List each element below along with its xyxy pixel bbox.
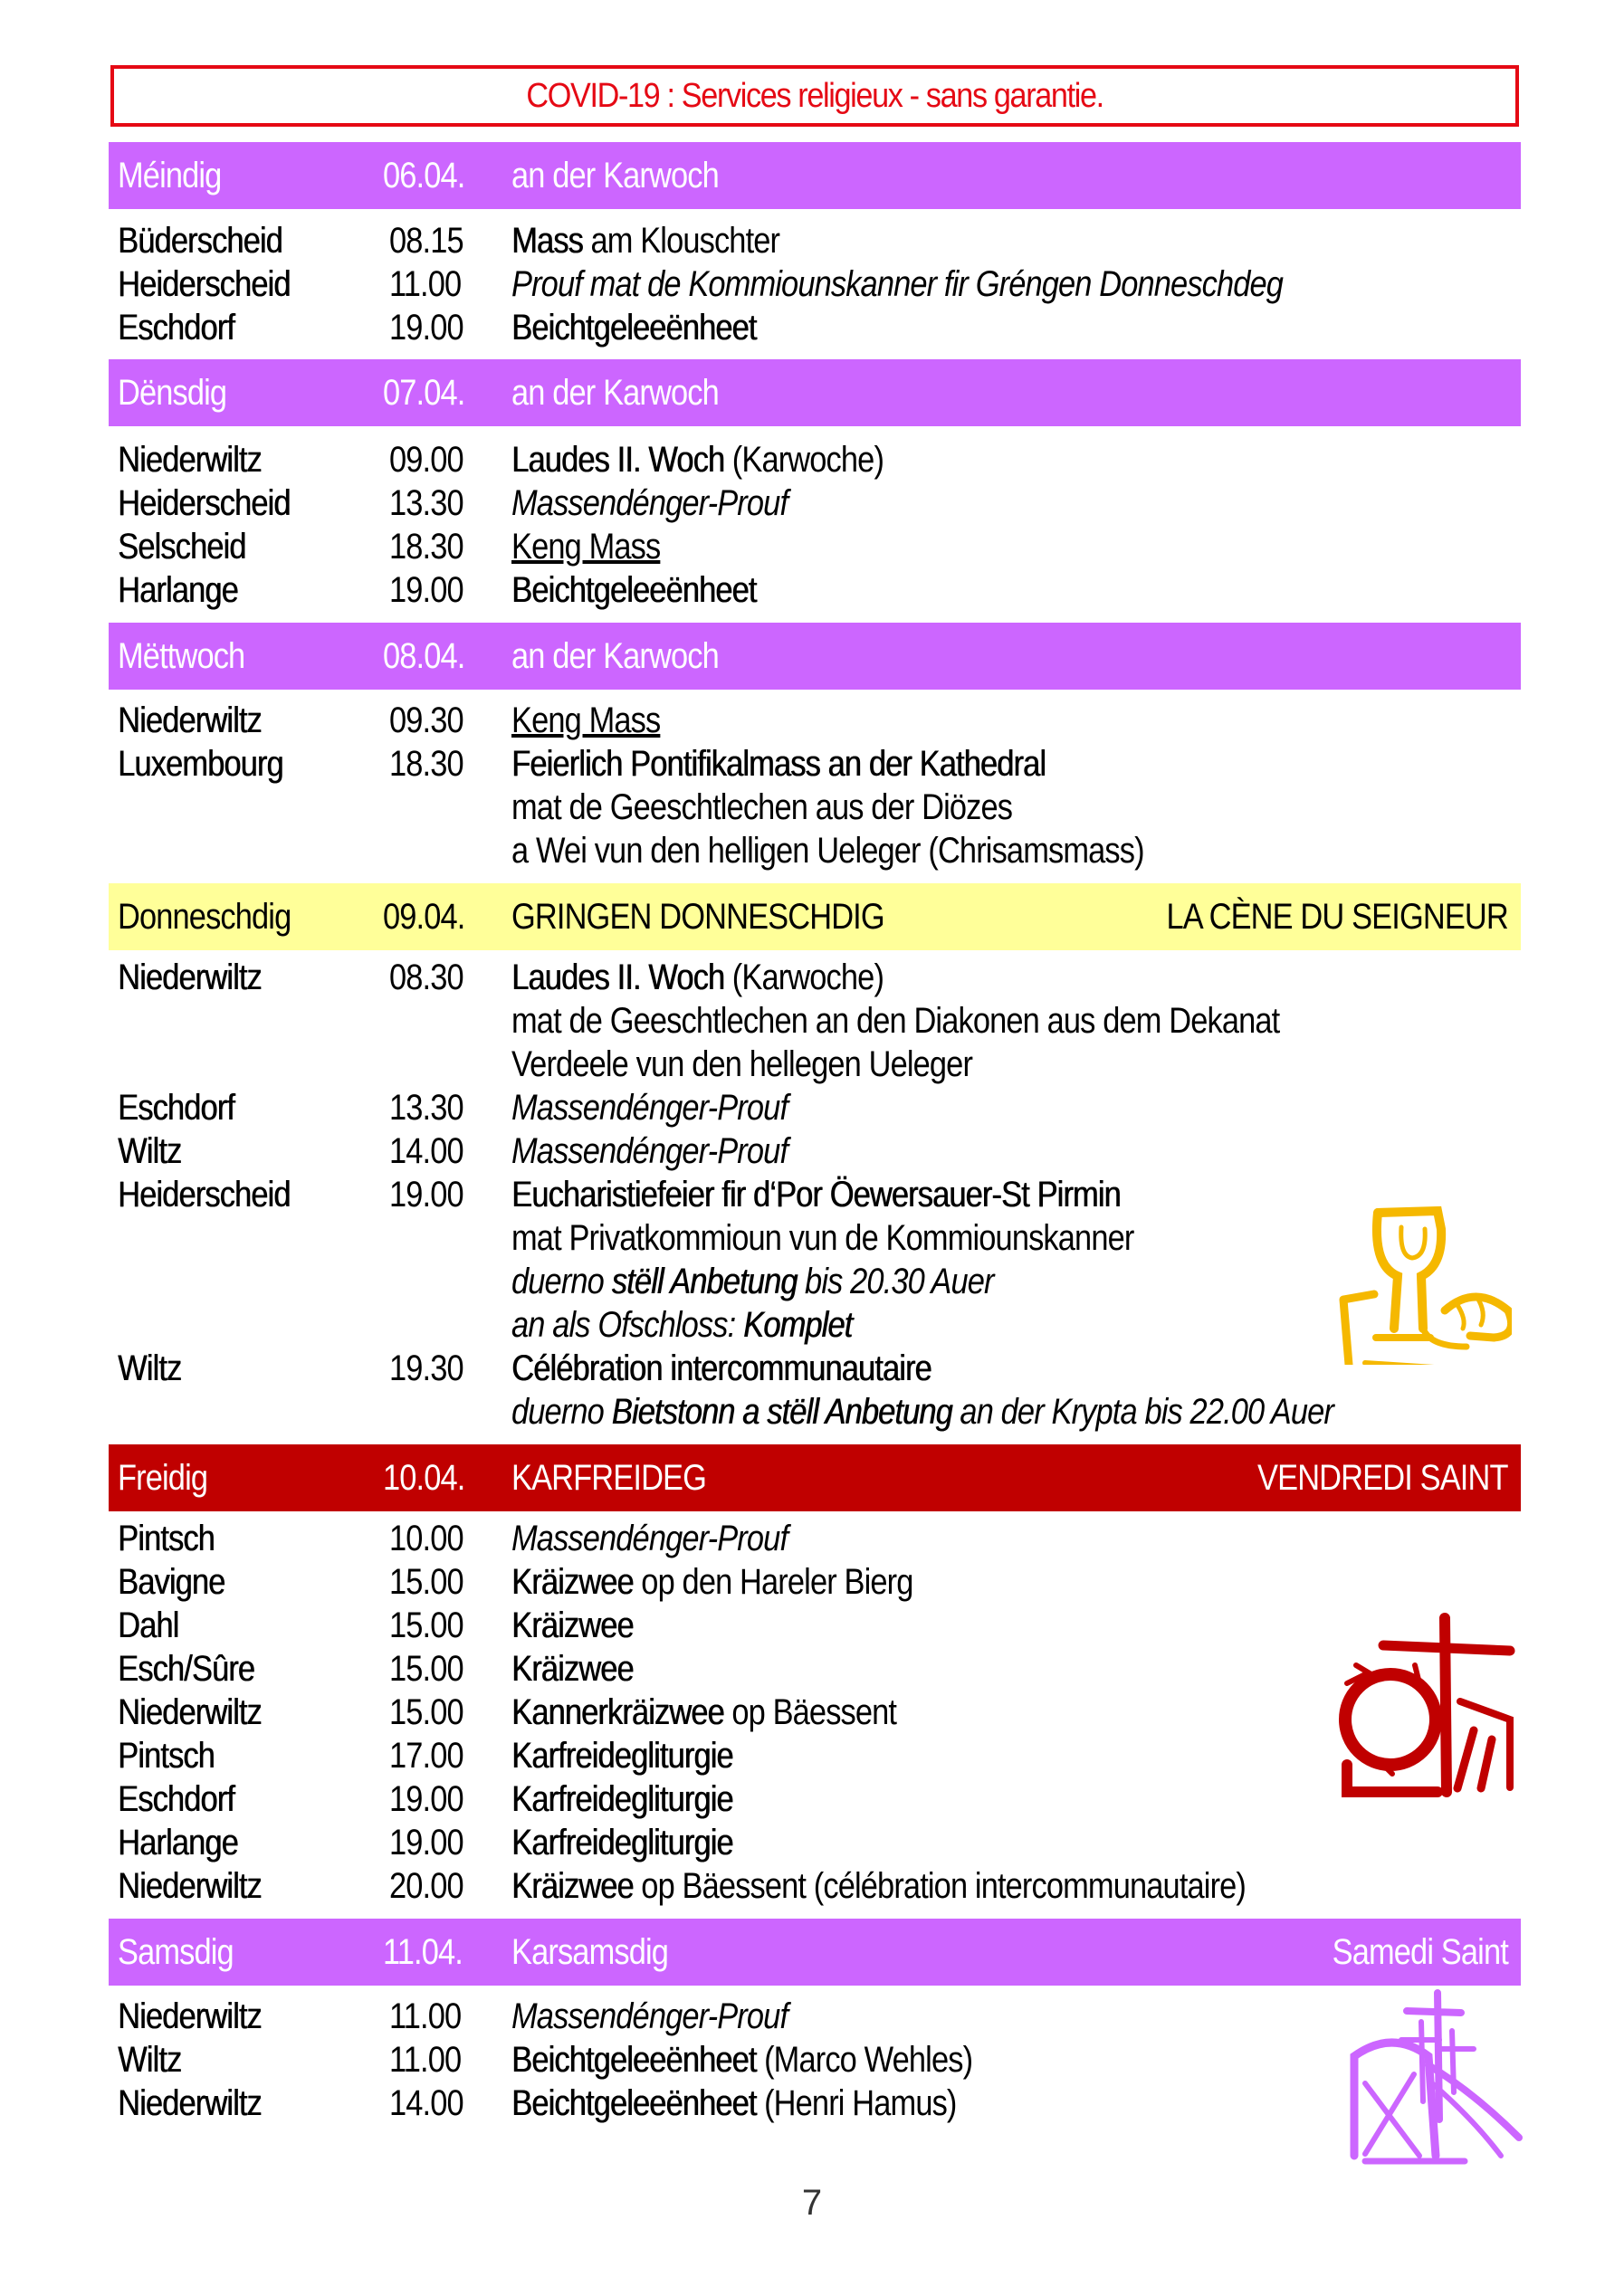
description-segment: (Marco Wehles) [756,2040,973,2080]
description-segment: Karfreidegliturgie [511,1736,733,1776]
description-segment: a Wei vun den helligen Ueleger (Chrisamsmass) [511,831,1144,871]
location: Eschdorf [118,1779,234,1819]
location: Pintsch [118,1736,215,1776]
location: Luxembourg [118,744,283,784]
time: 15.00 [389,1605,463,1645]
description-segment: an als Ofschloss: [511,1305,744,1345]
time: 09.30 [389,700,463,740]
day-title-french: VENDREDI SAINT [1257,1457,1508,1498]
location: Harlange [118,570,238,610]
service-description [511,1392,1333,1433]
service-description [511,440,884,481]
day-title-french: Samedi Saint [1332,1931,1508,1972]
description-segment: Karfreidegliturgie [511,1779,733,1819]
time: 10.00 [389,1519,463,1558]
description-segment: Keng Mass [511,527,661,567]
service-description [511,1562,913,1603]
location: Heiderscheid [118,1175,291,1215]
day-date: 07.04. [383,372,465,413]
location: Selscheid [118,527,246,567]
description-segment: Kannerkräizwee [511,1692,724,1732]
description-segment: duerno [511,1392,612,1432]
service-description [511,1348,931,1389]
time: 19.00 [389,1823,463,1863]
description-segment: op den Hareler Bierg [633,1562,913,1602]
day-title: an der Karwoch [511,635,719,676]
day-title: an der Karwoch [511,155,719,195]
description-segment: Laudes II. Woch [511,957,725,997]
day-date: 06.04. [383,155,465,195]
service-description [511,1262,994,1302]
service-description [511,1996,788,2037]
time: 18.30 [389,744,463,784]
empty-tomb-three-crosses-icon [1338,1984,1528,2174]
time: 09.00 [389,440,463,480]
description-segment: Keng Mass [511,700,661,740]
service-description [511,1519,788,1559]
service-description [511,1866,1246,1907]
service-description [511,1779,733,1820]
description-segment: Kräizwee [511,1605,634,1645]
description-segment: Massendénger-Prouf [511,1088,788,1128]
location: Bavigne [118,1562,225,1602]
description-segment: mat de Geeschtlechen aus der Diözes [511,787,1013,827]
description-segment: Beichtgeleeënheet [511,308,757,348]
description-segment: (Karwoche) [724,440,884,480]
description-segment: Massendénger-Prouf [511,1519,788,1558]
location: Niederwiltz [118,2083,262,2123]
description-segment: Beichtgeleeënheet [511,570,757,610]
day-name: Freidig [118,1457,208,1498]
description-segment: Massendénger-Prouf [511,1131,788,1171]
service-description [511,264,1283,305]
service-description [511,957,884,998]
service-description [511,2083,957,2124]
location: Esch/Sûre [118,1649,254,1689]
description-segment: op Bäessent [723,1692,897,1732]
description-segment: Beichtgeleeënheet [511,2040,757,2080]
description-segment: (Karwoche) [724,957,884,997]
covid-notice-banner [110,65,1519,127]
description-segment: Karfreidegliturgie [511,1823,733,1863]
location: Niederwiltz [118,700,262,740]
service-description [511,744,1046,785]
day-name: Méindig [118,155,222,195]
location: Niederwiltz [118,1692,262,1732]
day-title: KARFREIDEG [511,1457,707,1498]
service-description [511,1001,1279,1042]
time: 19.00 [389,308,463,348]
service-description [511,483,788,524]
location: Wiltz [118,1348,182,1388]
service-description [511,700,660,741]
time: 19.30 [389,1348,463,1388]
day-header [109,142,1521,209]
day-title: an der Karwoch [511,372,719,413]
location: Wiltz [118,1131,182,1171]
description-segment: mat de Geeschtlechen an den Diakonen aus dem Dekanat [511,1001,1280,1041]
cross-crown-of-thorns-nails-icon [1329,1611,1519,1801]
day-name: Dënsdig [118,372,227,413]
service-description [511,308,756,348]
service-description [511,787,1012,828]
description-segment: Eucharistiefeier fir d‘Por Öewersauer-St Pirmin [511,1175,1121,1215]
description-segment: bis 20.30 Auer [797,1262,994,1301]
time: 17.00 [389,1736,463,1776]
description-segment: Mass [511,221,583,261]
time: 11.00 [389,264,462,304]
service-description [511,527,660,567]
time: 15.00 [389,1649,463,1689]
day-name: Donneschdig [118,896,291,937]
time: 19.00 [389,1779,463,1819]
description-segment: duerno [511,1262,612,1301]
service-description [511,831,1144,872]
service-description [511,1044,972,1085]
day-date: 10.04. [383,1457,465,1498]
description-segment: am Klouschter [582,221,780,261]
location: Heiderscheid [118,264,291,304]
time: 08.15 [389,221,463,261]
description-segment: Prouf mat de Kommiounskanner fir Gréngen Donneschdeg [511,264,1284,304]
service-description [511,1692,896,1733]
description-segment: Massendénger-Prouf [511,483,788,523]
description-segment: op Bäessent (célébration intercommunautaire) [633,1866,1247,1906]
location: Niederwiltz [118,1866,262,1906]
service-description [511,1736,733,1777]
day-header [109,1444,1521,1511]
page-number: 7 [801,2183,823,2223]
description-segment: an der Krypta bis 22.00 Auer [951,1392,1333,1432]
day-title: GRINGEN DONNESCHDIG [511,896,884,937]
location: Eschdorf [118,1088,234,1128]
time: 13.30 [389,1088,463,1128]
service-description [511,1175,1121,1215]
description-segment: Célébration intercommunautaire [511,1348,931,1388]
day-name: Mëttwoch [118,635,245,676]
day-date: 08.04. [383,635,465,676]
time: 19.00 [389,570,463,610]
location: Harlange [118,1823,238,1863]
day-header [109,359,1521,426]
service-description [511,1131,788,1172]
description-segment: Feierlich Pontifikalmass an der Kathedral [511,744,1046,784]
description-segment: mat Privatkommioun vun de Kommiounskanner [511,1218,1134,1258]
service-description [511,2040,972,2081]
description-segment: Komplet [743,1305,853,1345]
day-date: 11.04. [383,1931,463,1972]
time: 19.00 [389,1175,463,1215]
location: Eschdorf [118,308,234,348]
location: Heiderscheid [118,483,291,523]
location: Niederwiltz [118,440,262,480]
chalice-bread-icon [1322,1193,1512,1365]
description-segment: Kräizwee [511,1649,634,1689]
time: 08.30 [389,957,463,997]
service-description [511,570,756,611]
location: Pintsch [118,1519,215,1558]
time: 18.30 [389,527,463,567]
description-segment: Massendénger-Prouf [511,1996,788,2036]
service-description [511,1649,634,1690]
time: 13.30 [389,483,463,523]
day-title-french: LA CÈNE DU SEIGNEUR [1166,896,1508,937]
location: Wiltz [118,2040,182,2080]
service-description [511,1218,1133,1259]
description-segment: Bietstonn a stëll Anbetung [611,1392,952,1432]
service-description [511,1823,733,1863]
description-segment: stëll Anbetung [611,1262,798,1301]
location: Büderscheid [118,221,282,261]
time: 15.00 [389,1692,463,1732]
description-segment: Laudes II. Woch [511,440,725,480]
day-date: 09.04. [383,896,465,937]
service-description [511,221,779,262]
time: 20.00 [389,1866,463,1906]
description-segment: (Henri Hamus) [756,2083,957,2123]
day-header [109,1919,1521,1986]
time: 15.00 [389,1562,463,1602]
service-description [511,1088,788,1129]
time: 14.00 [389,1131,463,1171]
description-segment: Kräizwee [511,1866,634,1906]
time: 11.00 [389,1996,462,2036]
service-description [511,1305,852,1346]
location: Dahl [118,1605,179,1645]
day-title: Karsamsdig [511,1931,669,1972]
day-header [109,883,1521,950]
covid-notice-text: COVID-19 : Services religieux - sans garantie. [526,76,1103,115]
location: Niederwiltz [118,957,262,997]
service-description [511,1605,634,1646]
day-name: Samsdig [118,1931,234,1972]
description-segment: Verdeele vun den hellegen Ueleger [511,1044,973,1084]
location: Niederwiltz [118,1996,262,2036]
description-segment: Kräizwee [511,1562,634,1602]
time: 11.00 [389,2040,462,2080]
time: 14.00 [389,2083,463,2123]
day-header [109,623,1521,690]
description-segment: Beichtgeleeënheet [511,2083,757,2123]
